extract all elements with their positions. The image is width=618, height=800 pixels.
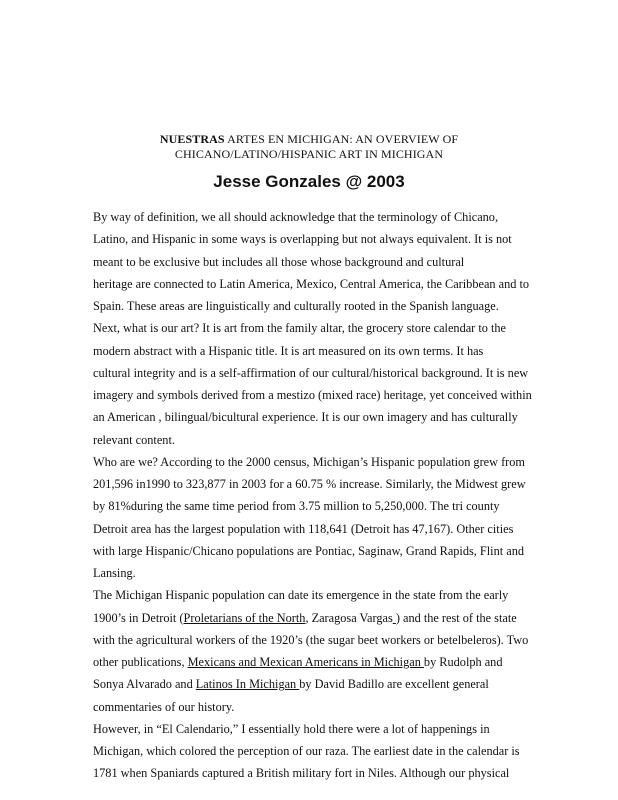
body-line: by 81%during the same time period from 3.75 million to 5,250,000. The tri county (93, 499, 500, 514)
body-line: commentaries of our history. (93, 699, 235, 714)
body-line: Michigan, which colored the perception of our raza. The earliest date in the calendar is (93, 744, 520, 758)
body-line: Who are we? According to the 2000 census, Michigan’s Hispanic population grew from (93, 454, 525, 469)
body-line: The Michigan Hispanic population can date its emergence in the state from the early (93, 588, 509, 603)
body-line: Detroit area has the largest population with 118,641 (Detroit has 47,167). Other cities (93, 521, 514, 536)
document-title-line-2: CHICANO/LATINO/HISPANIC ART IN MICHIGAN (174, 147, 444, 161)
body-line: Next, what is our art? It is art from the family altar, the grocery store calendar to the (93, 321, 507, 336)
body-text: by Rudolph and (423, 655, 503, 669)
body-text: other publications, (93, 655, 188, 669)
book-title-latinos: Latinos In Michigan (195, 677, 300, 692)
document-body (93, 206, 543, 785)
body-line (93, 673, 543, 695)
book-title-proletarians: Proletarians of the North (183, 610, 306, 625)
body-line: 1781 when Spaniards captured a British military fort in Niles. Although our physical (93, 766, 510, 781)
body-line (93, 651, 543, 673)
title-line-1-rest: ARTES EN MICHIGAN: AN OVERVIEW OF (224, 132, 459, 146)
book-title-mexicans: Mexicans and Mexican Americans in Michigan (187, 655, 424, 669)
body-line: cultural integrity and is a self-affirmation of our cultural/historical background. It is new (93, 365, 529, 380)
body-line (93, 607, 543, 629)
body-text: 1900’s in Detroit ( (93, 610, 184, 625)
body-line: with large Hispanic/Chicano populations are Pontiac, Saginaw, Grand Rapids, Flint and (93, 543, 524, 558)
body-text: Sonya Alvarado and (93, 677, 196, 692)
document-title-line-1 (0, 132, 618, 147)
body-line: By way of definition, we all should acknowledge that the terminology of Chicano, (93, 210, 499, 224)
body-line: relevant content. (93, 432, 175, 447)
body-text: , Zaragosa Vargas (305, 610, 393, 625)
body-line: Latino, and Hispanic in some ways is overlapping but not always equivalent. It is not (93, 232, 512, 247)
body-line: meant to be exclusive but includes all those whose background and cultural (93, 254, 465, 269)
body-text: by David Badillo are excellent general (299, 677, 489, 692)
body-line: with the agricultural workers of the 1920’s (the sugar beet workers or betelbeleros). Two (93, 632, 529, 647)
author-heading: Jesse Gonzales @ 2003 (213, 172, 405, 191)
body-line: 201,596 in1990 to 323,877 in 2003 for a 60.75 % increase. Similarly, the Midwest grew (93, 477, 526, 491)
body-line: However, in “El Calendario,” I essentially hold there were a lot of happenings in (93, 721, 490, 736)
body-line: Lansing. (93, 566, 136, 580)
body-line: modern abstract with a Hispanic title. It is art measured on its own terms. It has (93, 343, 484, 358)
body-line: Spain. These areas are linguistically and culturally rooted in the Spanish language. (93, 299, 499, 313)
title-emphasis: NUESTRAS (159, 132, 225, 146)
body-text: ) and the rest of the state (395, 610, 517, 625)
body-line: imagery and symbols derived from a mestizo (mixed race) heritage, yet conceived within (93, 388, 532, 402)
body-line: an American , bilingual/bicultural experience. It is our own imagery and has culturally (93, 410, 518, 425)
body-line: heritage are connected to Latin America, Mexico, Central America, the Caribbean and to (93, 276, 530, 291)
